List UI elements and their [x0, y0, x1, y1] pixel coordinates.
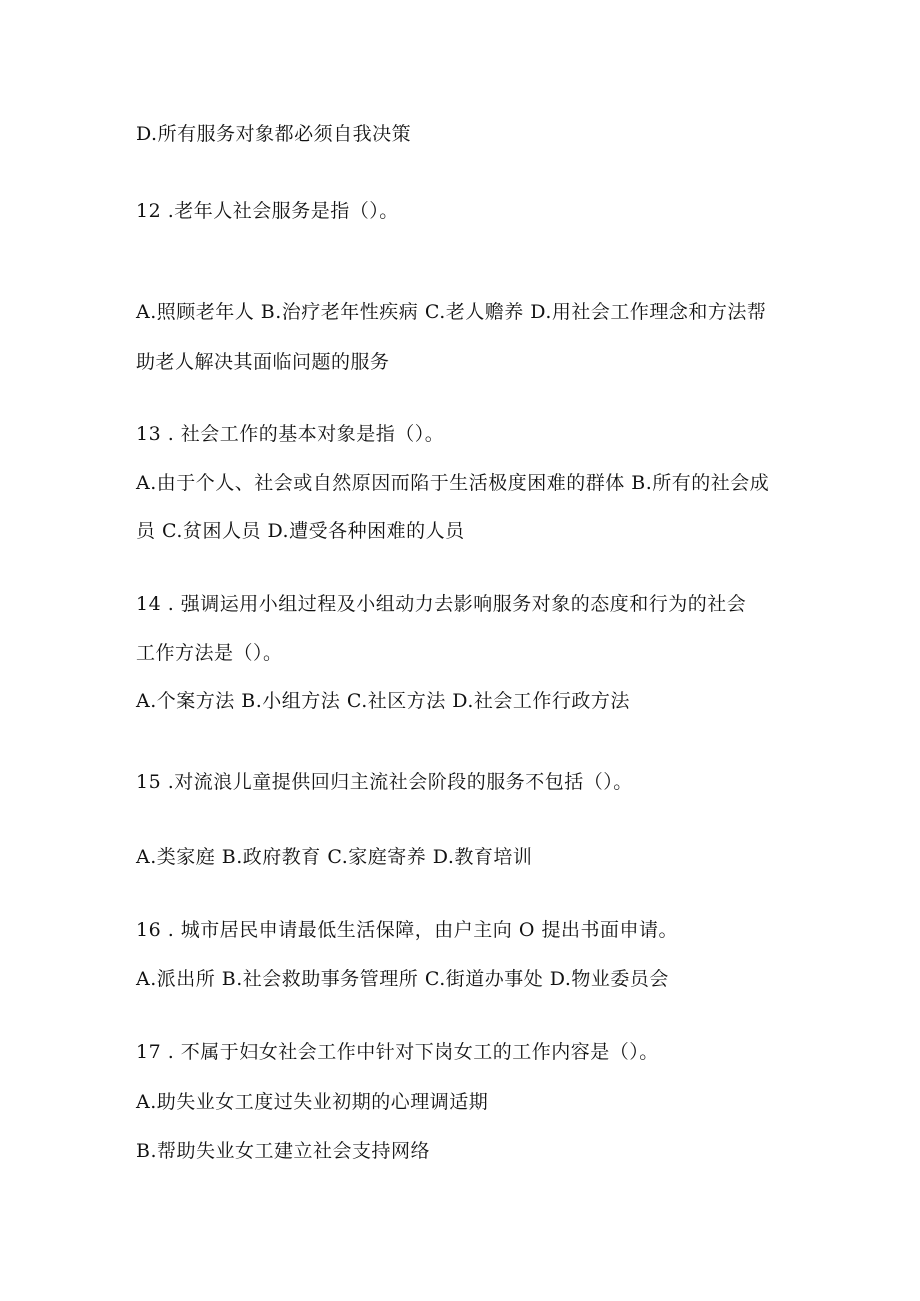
- q15-options: A.类家庭 B.政府教育 C.家庭寄养 D.教育培训: [136, 846, 533, 868]
- q14-question-line-2: 工作方法是（）。: [136, 642, 283, 664]
- q13-question: 13 . 社会工作的基本对象是指（）。: [136, 423, 445, 445]
- q13-options-line-1: A.由于个人、社会或自然原因而陷于生活极度困难的群体 B.所有的社会成: [136, 472, 770, 494]
- q12-question: 12 .老年人社会服务是指（）。: [136, 200, 399, 222]
- q11-option-d: D.所有服务对象都必须自我决策: [136, 123, 412, 145]
- q13-options-line-2: 员 C.贫困人员 D.遭受各种困难的人员: [136, 520, 465, 542]
- q15-question: 15 .对流浪儿童提供回归主流社会阶段的服务不包括（）。: [136, 771, 633, 793]
- q12-options-line-2: 助老人解决其面临问题的服务: [136, 351, 390, 373]
- q17-question: 17 . 不属于妇女社会工作中针对下岗女工的工作内容是（）。: [136, 1041, 659, 1063]
- q14-question-line-1: 14 . 强调运用小组过程及小组动力去影响服务对象的态度和行为的社会: [136, 593, 747, 615]
- q16-options: A.派出所 B.社会救助事务管理所 C.街道办事处 D.物业委员会: [136, 968, 669, 990]
- q14-options: A.个案方法 B.小组方法 C.社区方法 D.社会工作行政方法: [136, 690, 630, 712]
- q16-question: 16 . 城市居民申请最低生活保障，由户主向 O 提出书面申请。: [136, 919, 678, 941]
- q17-option-a: A.助失业女工度过失业初期的心理调适期: [136, 1091, 489, 1113]
- q12-options-line-1: A.照顾老年人 B.治疗老年性疾病 C.老人赡养 D.用社会工作理念和方法帮: [136, 301, 767, 323]
- q17-option-b: B.帮助失业女工建立社会支持网络: [136, 1140, 431, 1162]
